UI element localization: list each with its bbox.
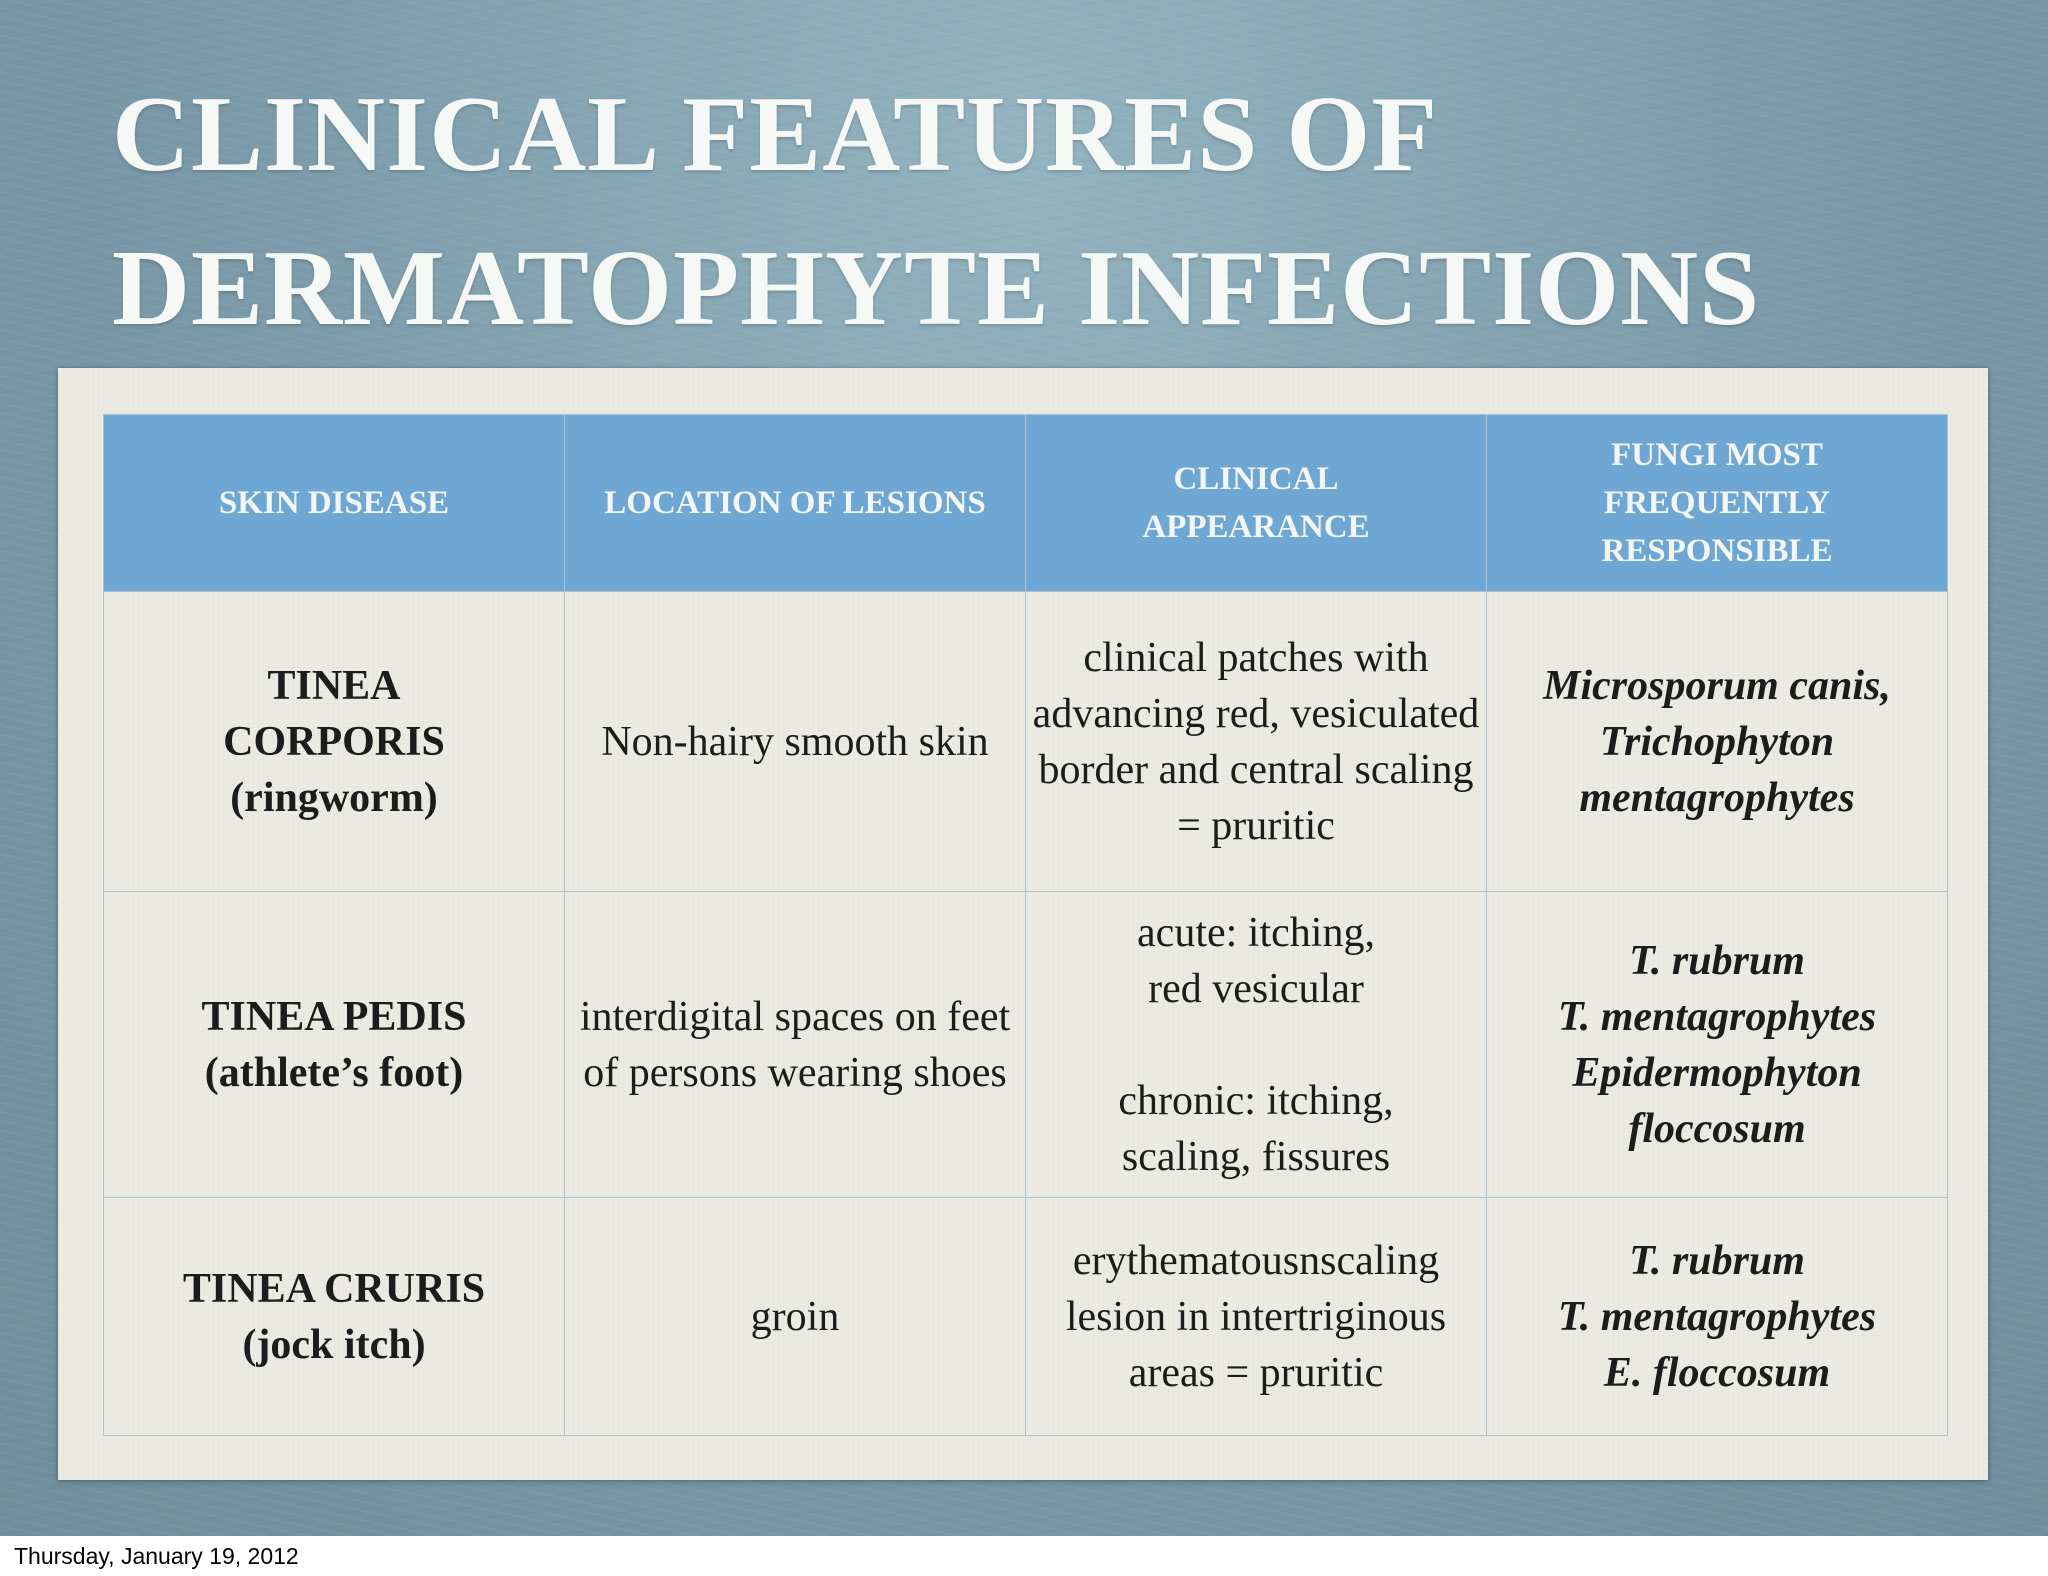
- header-clinical-appearance-label: CLINICAL APPEARANCE: [1142, 461, 1370, 545]
- header-clinical-appearance: [1026, 415, 1487, 592]
- header-fungi-label: FUNGI MOST FREQUENTLY RESPONSIBLE: [1601, 437, 1833, 569]
- disease-cell: [104, 1198, 565, 1436]
- disease-cell: [104, 892, 565, 1198]
- slide-title: CLINICAL FEATURES OF DERMATOPHYTE INFECTIONS: [112, 75, 1761, 348]
- disease-name: TINEA CRURIS (jock itch): [182, 1265, 486, 1368]
- disease-name: TINEA PEDIS (athlete’s foot): [201, 993, 467, 1096]
- table-header-row: [104, 415, 1948, 592]
- fungus-name: T. mentagrophytes: [1557, 993, 1877, 1040]
- fungus-name: E. floccosum: [1603, 1349, 1831, 1396]
- dermatophyte-features-table: [103, 414, 1948, 1436]
- header-skin-disease: SKIN DISEASE: [104, 415, 565, 592]
- footer-date: Thursday, January 19, 2012: [14, 1543, 299, 1569]
- appearance-cell: erythematousnscaling lesion in intertriginous areas = pruritic: [1026, 1198, 1487, 1436]
- fungus-name: Trichophyton mentagrophytes: [1579, 718, 1855, 821]
- location-cell: interdigital spaces on feet of persons wearing shoes: [565, 892, 1026, 1198]
- appearance-cell: [1026, 892, 1487, 1198]
- header-location-of-lesions: LOCATION OF LESIONS: [565, 415, 1026, 592]
- fungus-name: Microsporum canis,: [1543, 662, 1891, 709]
- location-cell: groin: [565, 1198, 1026, 1436]
- appearance-spacer: [1106, 1017, 1406, 1073]
- fungi-cell: [1487, 892, 1948, 1198]
- table-row: [104, 892, 1948, 1198]
- fungi-cell: [1487, 1198, 1948, 1436]
- fungus-name: T. rubrum: [1629, 1237, 1805, 1284]
- fungus-name: Epidermophyton floccosum: [1572, 1049, 1862, 1152]
- appearance-chronic: chronic: itching, scaling, fissures: [1118, 1077, 1394, 1180]
- appearance-acute: acute: itching, red vesicular: [1137, 909, 1375, 1012]
- disease-name: TINEA CORPORIS (ringworm): [223, 662, 445, 821]
- table-row: [104, 592, 1948, 892]
- header-fungi-responsible: [1487, 415, 1948, 592]
- table-row: [104, 1198, 1948, 1436]
- fungus-name: T. mentagrophytes: [1557, 1293, 1877, 1340]
- disease-cell: [104, 592, 565, 892]
- fungi-cell: [1487, 592, 1948, 892]
- location-cell: Non-hairy smooth skin: [565, 592, 1026, 892]
- appearance-cell: clinical patches with advancing red, vesiculated border and central scaling = pruritic: [1026, 592, 1487, 892]
- fungus-name: T. rubrum: [1629, 937, 1805, 984]
